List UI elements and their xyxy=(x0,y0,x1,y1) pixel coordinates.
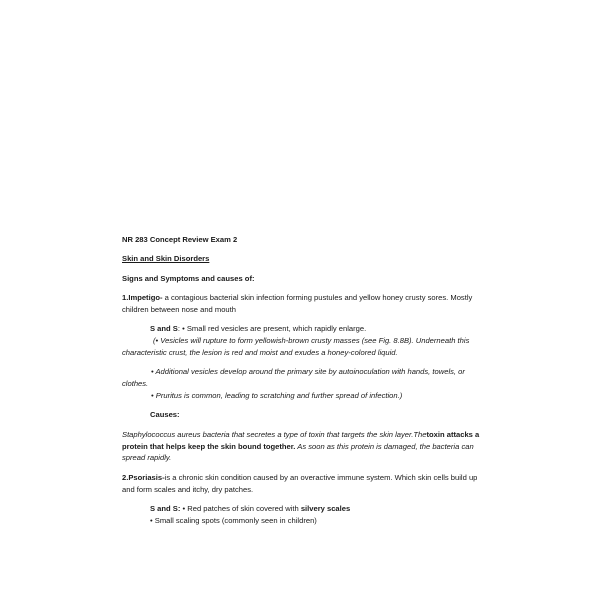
subheading: Signs and Symptoms and causes of: xyxy=(122,273,255,283)
impetigo-paragraph xyxy=(122,292,480,316)
section-heading: Skin and Skin Disorders xyxy=(122,254,210,264)
impetigo-pruritus: • Pruritus is common, leading to scratching and further spread of infection.) xyxy=(151,390,403,400)
impetigo-label: 1.Impetigo- xyxy=(122,293,163,303)
impetigo-additional: • Additional vesicles develop around the primary site by autoinoculation with hands, towels, or clothes. xyxy=(122,367,465,389)
impetigo-vesicles: (• Vesicles will rupture to form yellowish-brown crusty masses (see Fig. 8.8B). Underneath this characteristic crust, the lesion is red and moist and exudes a honey-colored liquid. xyxy=(122,336,470,357)
psoriasis-label: 2.Psoriasis- xyxy=(122,472,165,482)
impetigo-sands xyxy=(122,323,480,335)
psoriasis-description: is a chronic skin condition caused by an overactive immune system. Which skin cells build up and form scales and itchy, dry patches. xyxy=(122,472,478,494)
sands-separator: : xyxy=(177,324,183,334)
causes-text-2: As soon as this protein is damaged, the bacteria can spread rapidly. xyxy=(122,441,474,463)
causes-text-bold: toxin attacks a protein that helps keep the skin bound together. xyxy=(122,429,480,451)
impetigo-sands-label: S and S xyxy=(150,324,178,334)
psoriasis-sands-first: • Red patches of skin covered with xyxy=(180,503,301,513)
document-page xyxy=(122,234,480,526)
psoriasis-sands xyxy=(122,503,480,515)
causes-text-1: Staphylococcus aureus bacteria that secretes a type of toxin that targets the skin layer.The xyxy=(122,429,427,439)
psoriasis-silvery-scales: silvery scales xyxy=(300,503,351,513)
impetigo-description: a contagious bacterial skin infection forming pustules and yellow honey crusty sores. Mostly children between nose and mouth xyxy=(122,293,473,314)
impetigo-causes-label: Causes: xyxy=(150,410,180,420)
document-title: NR 283 Concept Review Exam 2 xyxy=(122,235,238,244)
psoriasis-sands-label: S and S: xyxy=(150,503,181,513)
impetigo-causes xyxy=(122,429,480,464)
psoriasis-sands-second: • Small scaling spots (commonly seen in children) xyxy=(150,515,317,525)
psoriasis-paragraph xyxy=(122,472,480,496)
impetigo-sands-first: • Small red vesicles are present, which rapidly enlarge. xyxy=(182,324,367,334)
